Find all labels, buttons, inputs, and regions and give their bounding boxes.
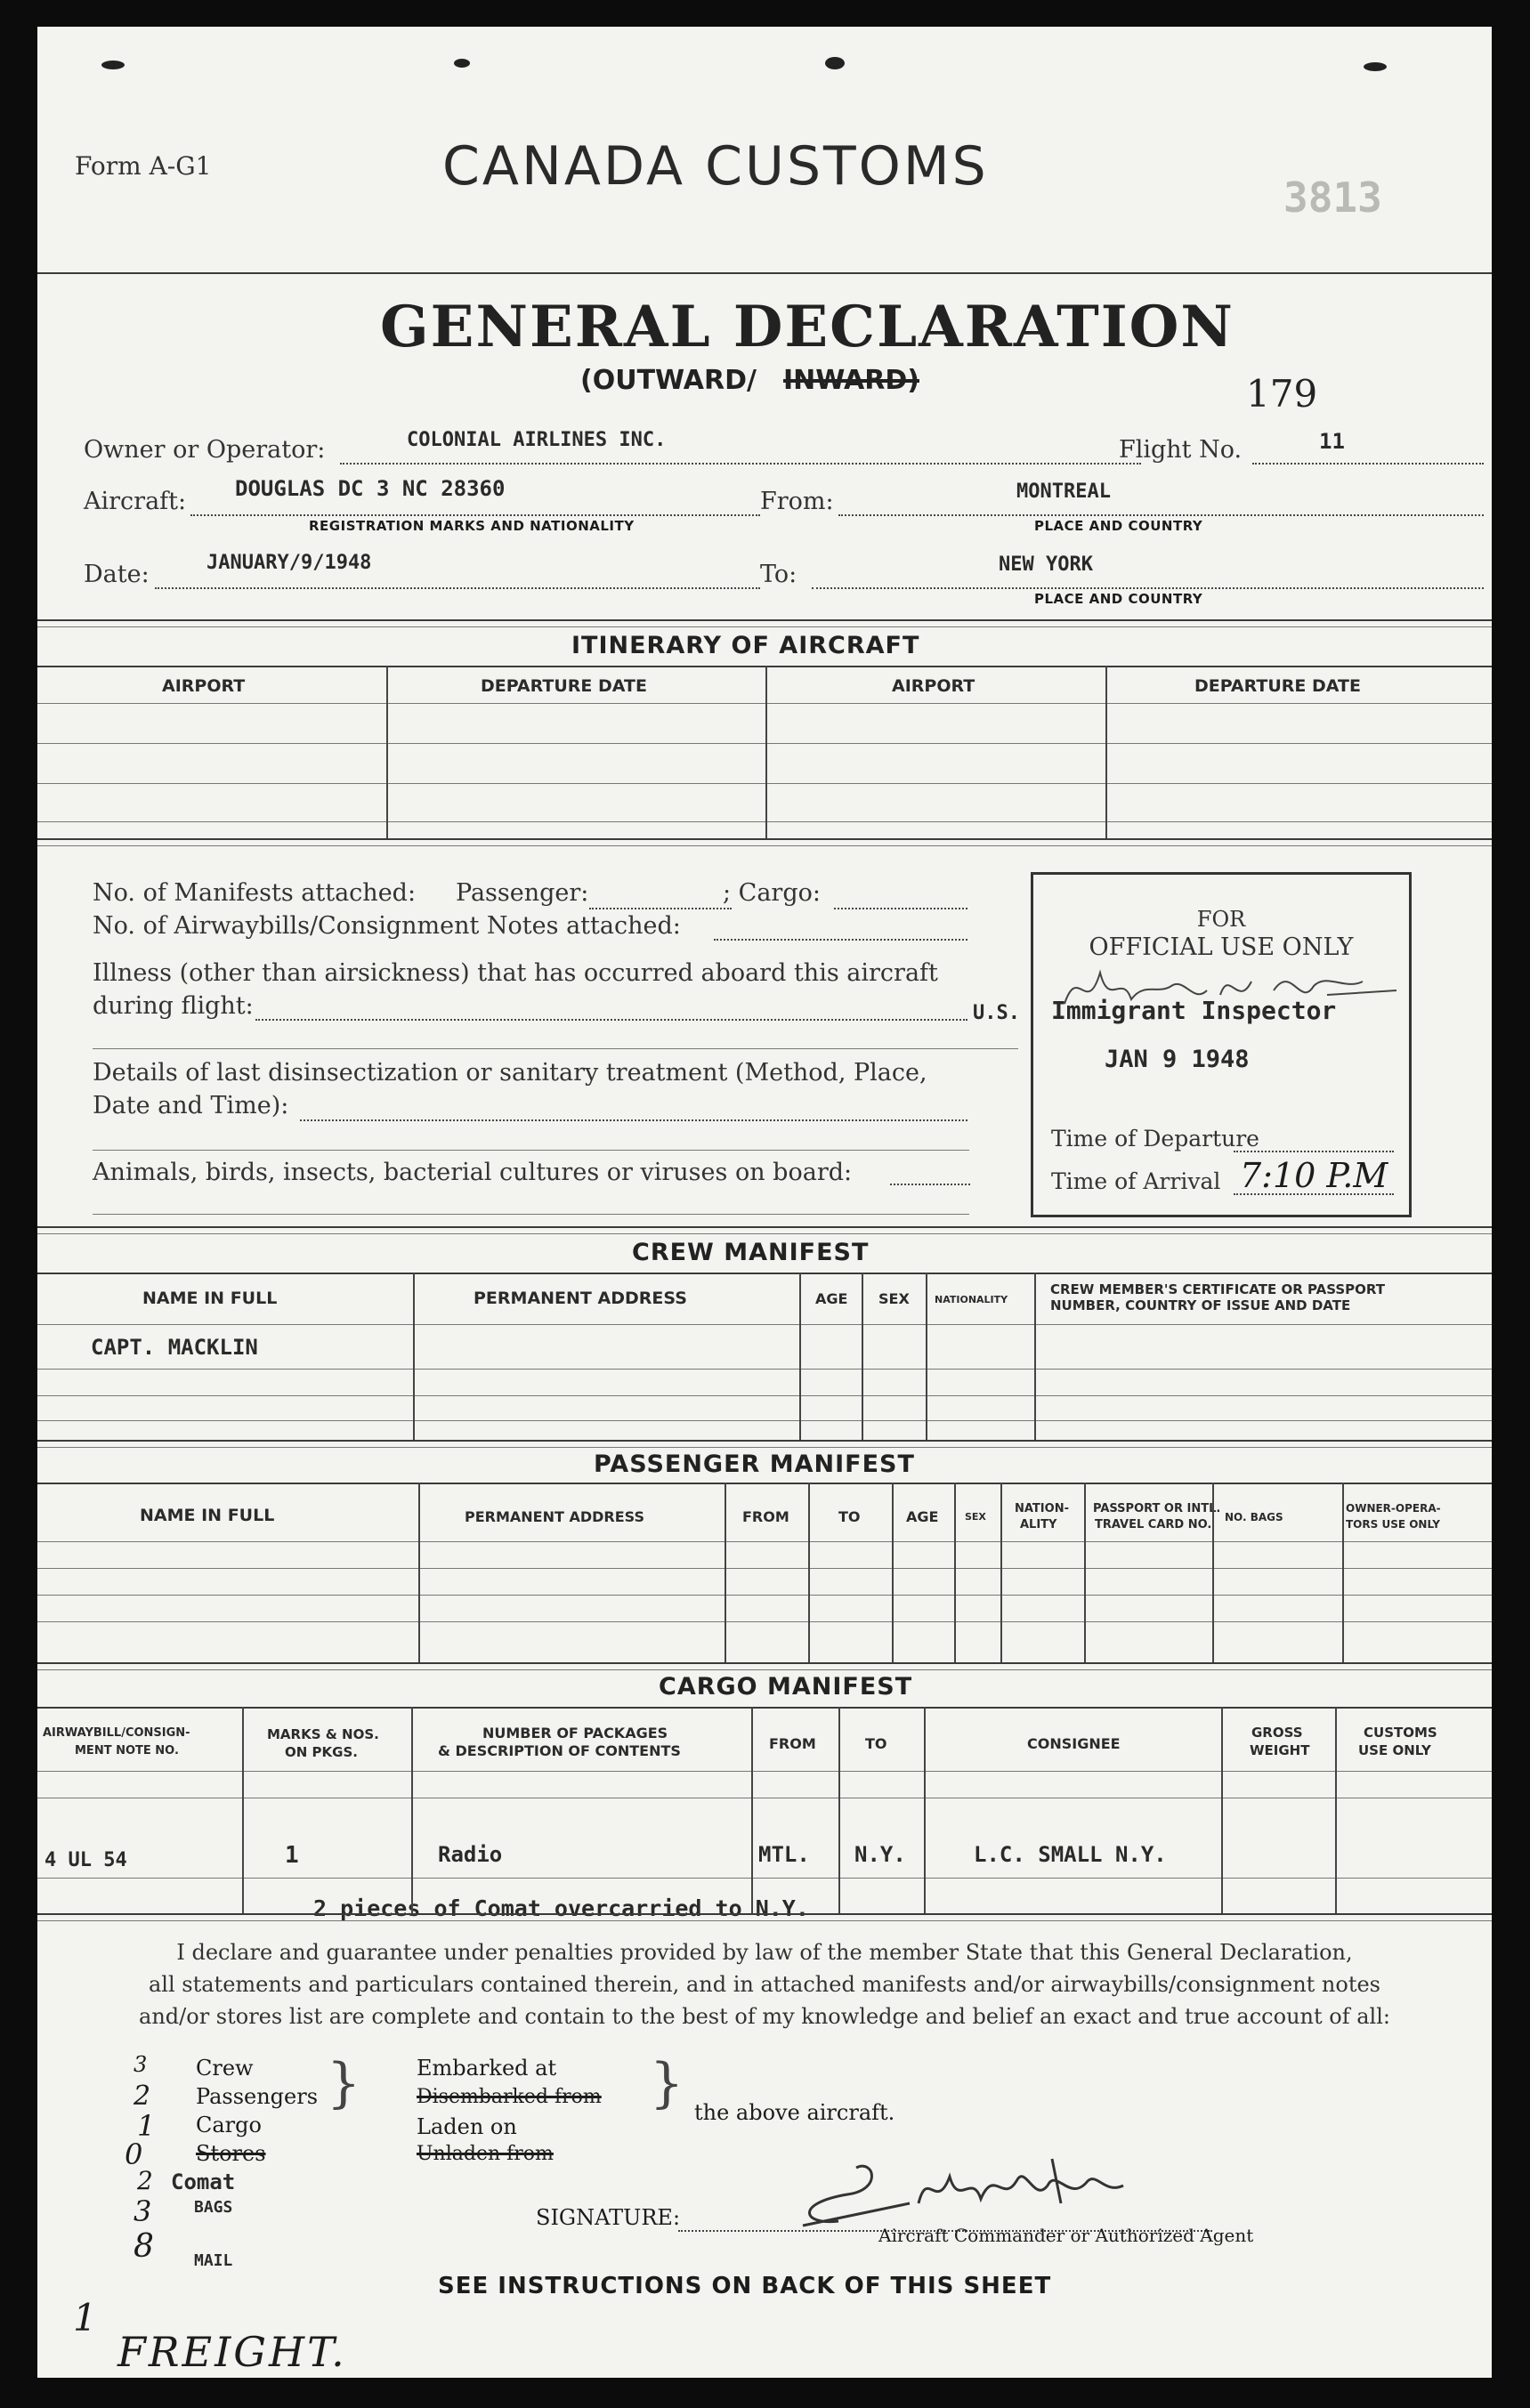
disinsect-label-2: Date and Time):	[93, 1092, 289, 1119]
aircraft-caption: REGISTRATION MARKS AND NATIONALITY	[309, 518, 635, 534]
cargo-row-description: Radio	[438, 1842, 503, 1867]
cargo-row-marks: 1	[285, 1842, 299, 1869]
passenger-header-owner-2: TORS USE ONLY	[1346, 1518, 1440, 1531]
cargo-header-customs: CUSTOMS	[1364, 1725, 1437, 1741]
left-brace: }	[327, 2052, 361, 2114]
aircraft-label: Aircraft:	[84, 488, 187, 515]
cargo-row-note: 4 UL 54	[45, 1849, 127, 1871]
crew-header-age: AGE	[815, 1290, 848, 1307]
crew-header-address: PERMANENT ADDRESS	[474, 1289, 687, 1308]
stamp-number: 3813	[1283, 174, 1382, 222]
bags-label: BAGS	[194, 2198, 233, 2217]
declaration-line-2: all statements and particulars contained therein, and in attached manifests and/or airwaybills/consignment notes	[149, 1972, 1380, 1997]
passenger-header-owner: OWNER-OPERA-	[1346, 1502, 1441, 1515]
cargo-header-description-2: & DESCRIPTION OF CONTENTS	[438, 1742, 681, 1759]
official-us-prefix: U.S.	[973, 1002, 1020, 1024]
declaration-form	[37, 27, 1492, 2378]
to-value: NEW YORK	[999, 554, 1093, 576]
cargo-header-note-2: MENT NOTE NO.	[75, 1744, 179, 1758]
official-stamp-date: JAN 9 1948	[1105, 1046, 1250, 1073]
ink-smudge	[101, 61, 125, 69]
laden-label: Laden on	[417, 2114, 517, 2139]
ink-smudge	[825, 57, 845, 69]
stores-label-struck: Stores	[196, 2141, 266, 2166]
passenger-header-sex: SEX	[965, 1511, 986, 1523]
official-use-only: OFFICIAL USE ONLY	[1089, 933, 1354, 961]
cargo-header-marks: MARKS & NOS.	[267, 1726, 379, 1742]
cargo-header-customs-2: USE ONLY	[1358, 1742, 1431, 1758]
illness-label-1: Illness (other than airsickness) that has occurred aboard this aircraft	[93, 959, 938, 987]
flight-value: 11	[1319, 429, 1345, 454]
document-number: 179	[1246, 372, 1318, 416]
cargo-header-to: TO	[865, 1735, 887, 1752]
agency-title: CANADA CUSTOMS	[442, 135, 989, 198]
from-label: From:	[760, 488, 834, 515]
disinsect-label-1: Details of last disinsectization or sanitary treatment (Method, Place,	[93, 1059, 927, 1087]
date-value: JANUARY/9/1948	[206, 552, 372, 574]
crew-header-certificate-2: NUMBER, COUNTRY OF ISSUE AND DATE	[1050, 1297, 1351, 1313]
cargo-row-consignee: L.C. SMALL N.Y.	[974, 1842, 1167, 1867]
cargo-header-weight-2: WEIGHT	[1250, 1742, 1310, 1758]
cargo-manifest-label: ; Cargo:	[723, 879, 821, 907]
cargo-header-note: AIRWAYBILL/CONSIGN-	[43, 1726, 190, 1740]
signature-label: SIGNATURE:	[536, 2205, 681, 2230]
airwaybills-label: No. of Airwaybills/Consignment Notes attached:	[93, 912, 681, 940]
passenger-header-from: FROM	[742, 1508, 789, 1525]
freight-count: 1	[73, 2296, 97, 2339]
passenger-manifest-label: Passenger:	[456, 879, 589, 907]
cargo-header-description: NUMBER OF PACKAGES	[482, 1725, 668, 1741]
page-title: GENERAL DECLARATION	[380, 294, 1235, 360]
passenger-header-bags: NO. BAGS	[1225, 1511, 1283, 1523]
passenger-header-nationality-2: ALITY	[1020, 1518, 1057, 1531]
to-label: To:	[760, 561, 797, 588]
cargo-label: Cargo	[196, 2113, 262, 2137]
stores-count: 0	[125, 2137, 143, 2171]
cargo-row-to: N.Y.	[854, 1842, 906, 1867]
form-code: Form A-G1	[75, 151, 212, 181]
from-value: MONTREAL	[1016, 481, 1111, 503]
itinerary-header-airport-2: AIRPORT	[892, 676, 975, 696]
cargo-count: 1	[137, 2109, 156, 2143]
flight-label: Flight No.	[1119, 436, 1243, 464]
bags-count: 3	[134, 2194, 152, 2228]
crew-header-name: NAME IN FULL	[142, 1289, 278, 1308]
cargo-header-weight: GROSS	[1251, 1725, 1303, 1741]
freight-label: FREIGHT.	[117, 2328, 347, 2376]
itinerary-header-departure: DEPARTURE DATE	[481, 676, 647, 696]
date-label: Date:	[84, 561, 150, 588]
crew-count: 3	[134, 2052, 148, 2077]
crew-header-sex: SEX	[878, 1290, 910, 1307]
direction-inward-struck: INWARD)	[783, 365, 919, 396]
arrival-time-value: 7:10 P.M	[1240, 1156, 1388, 1195]
from-caption: PLACE AND COUNTRY	[1034, 518, 1203, 534]
aircraft-value: DOUGLAS DC 3 NC 28360	[235, 476, 506, 501]
comat-label: Comat	[171, 2170, 236, 2194]
crew-row-name: CAPT. MACKLIN	[91, 1335, 258, 1360]
footer-instructions: SEE INSTRUCTIONS ON BACK OF THIS SHEET	[438, 2273, 1052, 2299]
above-aircraft-label: the above aircraft.	[694, 2100, 895, 2125]
signature-caption: Aircraft Commander or Authorized Agent	[878, 2225, 1254, 2246]
cargo-title: CARGO MANIFEST	[659, 1673, 913, 1701]
passengers-label: Passengers	[196, 2084, 319, 2109]
comat-count: 2	[137, 2166, 153, 2195]
crew-title: CREW MANIFEST	[632, 1239, 870, 1266]
crew-header-certificate: CREW MEMBER'S CERTIFICATE OR PASSPORT	[1050, 1281, 1385, 1297]
animals-label: Animals, birds, insects, bacterial cultures or viruses on board:	[93, 1159, 853, 1186]
cargo-header-from: FROM	[769, 1735, 816, 1752]
departure-time-label: Time of Departure	[1051, 1126, 1259, 1151]
passenger-header-age: AGE	[906, 1508, 939, 1525]
itinerary-header-airport: AIRPORT	[162, 676, 246, 696]
cargo-header-marks-2: ON PKGS.	[285, 1744, 358, 1760]
cargo-note: 2 pieces of Comat overcarried to N.Y.	[313, 1895, 809, 1921]
mail-count: 8	[134, 2228, 154, 2265]
cargo-row-from: MTL.	[758, 1842, 810, 1867]
passenger-header-to: TO	[838, 1508, 861, 1525]
passenger-header-address: PERMANENT ADDRESS	[465, 1508, 644, 1525]
mail-label: MAIL	[194, 2251, 233, 2270]
declaration-line-3: and/or stores list are complete and contain to the best of my knowledge and belief an exact and true account of all:	[139, 2004, 1390, 2029]
declaration-line-1: I declare and guarantee under penalties provided by law of the member State that this General Declaration,	[176, 1940, 1353, 1965]
official-for: FOR	[1196, 907, 1246, 932]
cargo-header-consignee: CONSIGNEE	[1027, 1735, 1121, 1752]
passenger-title: PASSENGER MANIFEST	[594, 1450, 915, 1478]
direction-outward: (OUTWARD/	[580, 365, 757, 396]
passenger-header-passport: PASSPORT OR INTL.	[1093, 1502, 1221, 1515]
passengers-count: 2	[134, 2081, 151, 2112]
official-inspector: Immigrant Inspector	[1051, 996, 1337, 1025]
owner-value: COLONIAL AIRLINES INC.	[407, 429, 667, 451]
right-brace: }	[650, 2052, 684, 2114]
crew-header-nationality: NATIONALITY	[935, 1294, 1008, 1305]
itinerary-header-departure-2: DEPARTURE DATE	[1194, 676, 1361, 696]
manifests-label: No. of Manifests attached:	[93, 879, 417, 907]
unladen-label-struck: Unladen from	[417, 2143, 554, 2165]
owner-label: Owner or Operator:	[84, 436, 326, 464]
disembarked-label-struck: Disembarked from	[417, 2086, 602, 2108]
arrival-time-label: Time of Arrival	[1051, 1168, 1221, 1194]
ink-smudge	[454, 59, 470, 68]
crew-label: Crew	[196, 2056, 254, 2081]
passenger-header-passport-2: TRAVEL CARD NO.	[1095, 1518, 1212, 1531]
passenger-header-name: NAME IN FULL	[140, 1506, 275, 1525]
official-use-box	[973, 872, 1412, 1217]
embarked-label: Embarked at	[417, 2056, 557, 2081]
to-caption: PLACE AND COUNTRY	[1034, 591, 1203, 607]
illness-label-2: during flight:	[93, 992, 254, 1020]
ink-smudge	[1364, 62, 1387, 71]
itinerary-title: ITINERARY OF AIRCRAFT	[571, 632, 920, 659]
passenger-header-nationality: NATION-	[1015, 1502, 1069, 1515]
